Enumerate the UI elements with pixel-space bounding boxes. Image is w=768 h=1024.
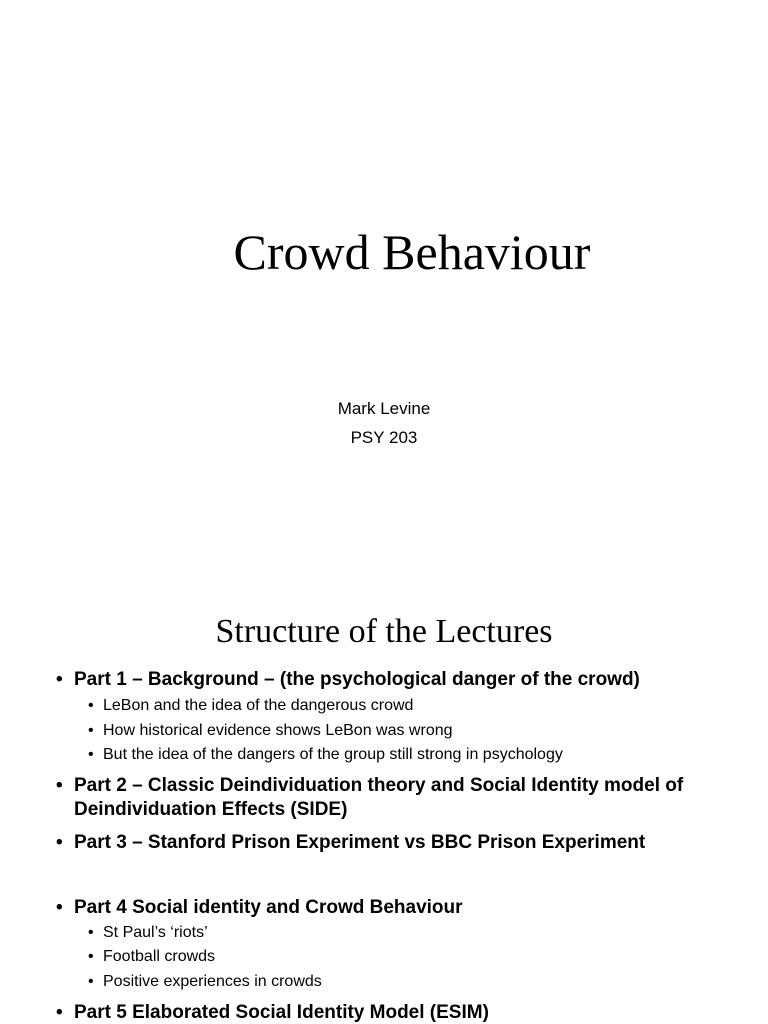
bullet-icon: • <box>56 832 63 853</box>
bullet-icon: • <box>56 1002 63 1023</box>
bullet-icon: • <box>88 924 94 941</box>
structure-slide: Structure of the Lectures • Part 1 – Background – (the psychological danger of the crowd) • LeBon and the idea of the dangerous crowd • How historical evidence shows LeBon was wrong • But the idea of the dangers of the group still strong in psychology • Part 2 – Classic Deindividuation theory and Social Identity model of Deindividuation Effects (SIDE) • Part 3 – Stanford Prison Experiment vs BBC Prison Experiment • Part 4 Social identity and Crowd Behaviour • St Paul’s ‘riots’ • Football crowds • Positive experiences in crowds • Part 5 Elaborated Social Identity Model (ESIM) <box>0 576 768 1024</box>
slide-title: Crowd Behaviour <box>233 224 591 280</box>
slide-title: Structure of the Lectures <box>215 613 553 650</box>
bullet-icon: • <box>88 973 94 990</box>
author-name: Mark Levine <box>337 399 431 418</box>
bullet-icon: • <box>56 775 63 796</box>
bullet-icon: • <box>88 697 94 714</box>
bullet-icon: • <box>56 669 63 690</box>
course-code: PSY 203 <box>350 428 418 447</box>
bullet-icon: • <box>56 897 63 918</box>
bullet-icon: • <box>88 746 94 763</box>
bullet-icon: • <box>88 948 94 965</box>
bullet-icon: • <box>88 722 94 739</box>
